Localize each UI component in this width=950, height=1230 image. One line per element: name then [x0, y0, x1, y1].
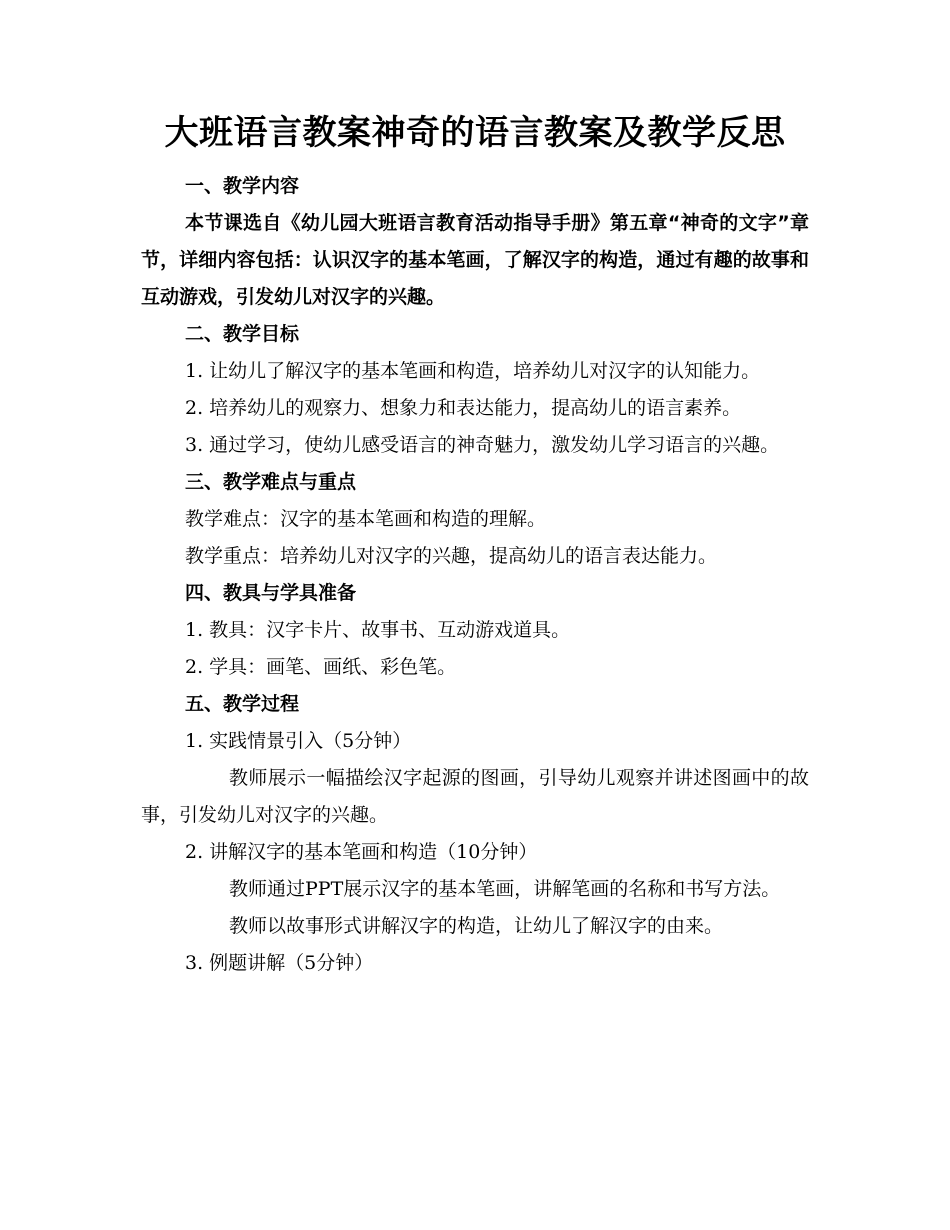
process-step-2-detail-2: 教师以故事形式讲解汉字的构造，让幼儿了解汉字的由来。: [229, 915, 724, 937]
section-heading-process: 五、教学过程: [185, 693, 300, 715]
process-step-1: 1. 实践情景引入（5分钟）: [185, 730, 412, 752]
section-heading-materials: 四、教具与学具准备: [185, 582, 357, 604]
section-heading-content: 一、教学内容: [185, 175, 300, 197]
objective-item-2: 2. 培养幼儿的观察力、想象力和表达能力，提高幼儿的语言素养。: [185, 397, 742, 419]
document-body: [141, 168, 809, 982]
objective-item-1: 1. 让幼儿了解汉字的基本笔画和构造，培养幼儿对汉字的认知能力。: [185, 360, 761, 382]
objective-item-3: 3. 通过学习，使幼儿感受语言的神奇魅力，激发幼儿学习语言的兴趣。: [185, 434, 780, 456]
process-step-3: 3. 例题讲解（5分钟）: [185, 952, 374, 974]
document-title: 大班语言教案神奇的语言教案及教学反思: [164, 113, 786, 153]
section-heading-objectives: 二、教学目标: [185, 323, 300, 345]
process-step-2-detail-1: 教师通过PPT展示汉字的基本笔画，讲解笔画的名称和书写方法。: [229, 878, 781, 900]
materials-item-1: 1. 教具：汉字卡片、故事书、互动游戏道具。: [185, 619, 571, 641]
section-heading-difficulties: 三、教学难点与重点: [185, 471, 357, 493]
difficulty-text: 教学难点：汉字的基本笔画和构造的理解。: [185, 508, 547, 530]
process-step-2: 2. 讲解汉字的基本笔画和构造（10分钟）: [185, 841, 538, 863]
materials-item-2: 2. 学具：画笔、画纸、彩色笔。: [185, 656, 457, 678]
process-step-1-detail: 教师展示一幅描绘汉字起源的图画，引导幼儿观察并讲述图画中的故事，引发幼儿对汉字的兴趣。: [141, 767, 809, 826]
content-paragraph: 本节课选自《幼儿园大班语言教育活动指导手册》第五章“神奇的文字”章节，详细内容包括：认识汉字的基本笔画，了解汉字的构造，通过有趣的故事和互动游戏，引发幼儿对汉字的兴趣。: [141, 212, 809, 308]
key-point-text: 教学重点：培养幼儿对汉字的兴趣，提高幼儿的语言表达能力。: [185, 545, 718, 567]
